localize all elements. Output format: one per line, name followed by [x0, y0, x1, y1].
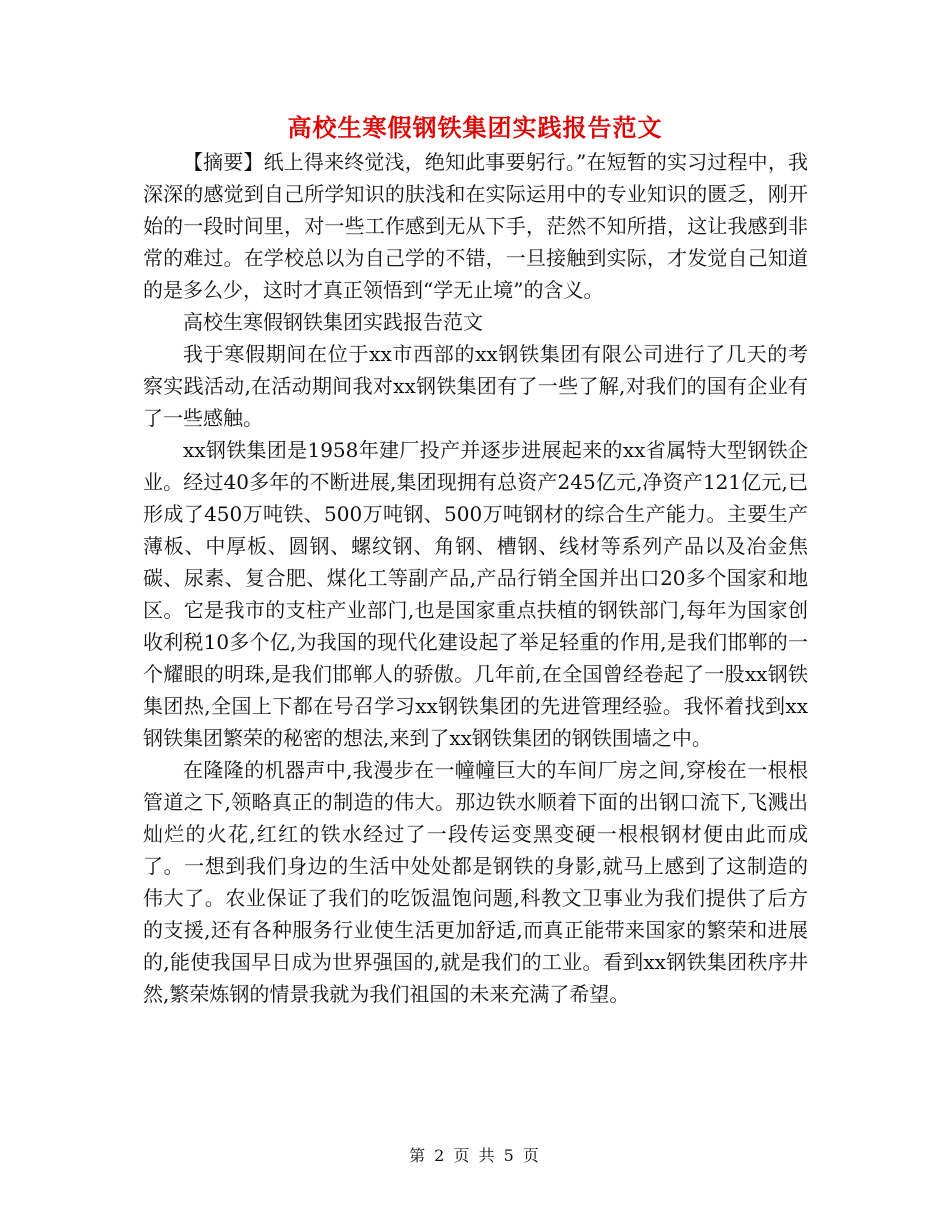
body-paragraph: 我于寒假期间在位于xx市西部的xx钢铁集团有限公司进行了几天的考察实践活动,在活动期间我对xx钢铁集团有了一些了解,对我们的国有企业有了一些感触。 [143, 342, 808, 430]
body-paragraph: xx钢铁集团是1958年建厂投产并逐步进展起来的xx省属特大型钢铁企业。经过40多年的不断进展,集团现拥有总资产245亿元,净资产121亿元,已形成了450万吨铁、500万吨钢、500万吨钢材的综合生产能力。主要生产薄板、中厚板、圆钢、螺纹钢、角钢、槽钢、线材等系列产品以及冶金焦碳、尿素、复合肥、煤化工等副产品,产品行销全国并出口20多个国家和地区。它是我市的支柱产业部门,也是国家重点扶植的钢铁部门,每年为国家创收利税10多个亿,为我国的现代化建设起了举足轻重的作用,是我们邯郸的一个耀眼的明珠,是我们邯郸人的骄傲。几年前,在全国曾经卷起了一股xx钢铁集团热,全国上下都在号召学习xx钢铁集团的先进管理经验。我怀着找到xx钢铁集团繁荣的秘密的想法,来到了xx钢铁集团的钢铁围墙之中。 [143, 438, 808, 750]
page-number-footer: 第 2 页 共 5 页 [409, 1146, 541, 1165]
document-title: 高校生寒假钢铁集团实践报告范文 [287, 113, 663, 142]
document-body [143, 146, 808, 1010]
body-paragraph: 在隆隆的机器声中,我漫步在一幢幢巨大的车间厂房之间,穿梭在一根根管道之下,领略真正的制造的伟大。那边铁水顺着下面的出钢口流下,飞溅出灿烂的火花,红红的铁水经过了一段传运变黑变硬一根根钢材便由此而成了。一想到我们身边的生活中处处都是钢铁的身影,就马上感到了这制造的伟大了。农业保证了我们的吃饭温饱问题,科教文卫事业为我们提供了后方的支援,还有各种服务行业使生活更加舒适,而真正能带来国家的繁荣和进展的,能使我国早日成为世界强国的,就是我们的工业。看到xx钢铁集团秩序井然,繁荣炼钢的情景我就为我们祖国的未来充满了希望。 [143, 758, 808, 1006]
subtitle-paragraph: 高校生寒假钢铁集团实践报告范文 [183, 310, 483, 334]
abstract-paragraph: 【摘要】纸上得来终觉浅，绝知此事要躬行。”在短暂的实习过程中，我深深的感觉到自己所学知识的肤浅和在实际运用中的专业知识的匮乏，刚开始的一段时间里，对一些工作感到无从下手，茫然不知所措，这让我感到非常的难过。在学校总以为自己学的不错，一旦接触到实际，才发觉自己知道的是多么少，这时才真正领悟到“学无止境”的含义。 [143, 150, 808, 302]
